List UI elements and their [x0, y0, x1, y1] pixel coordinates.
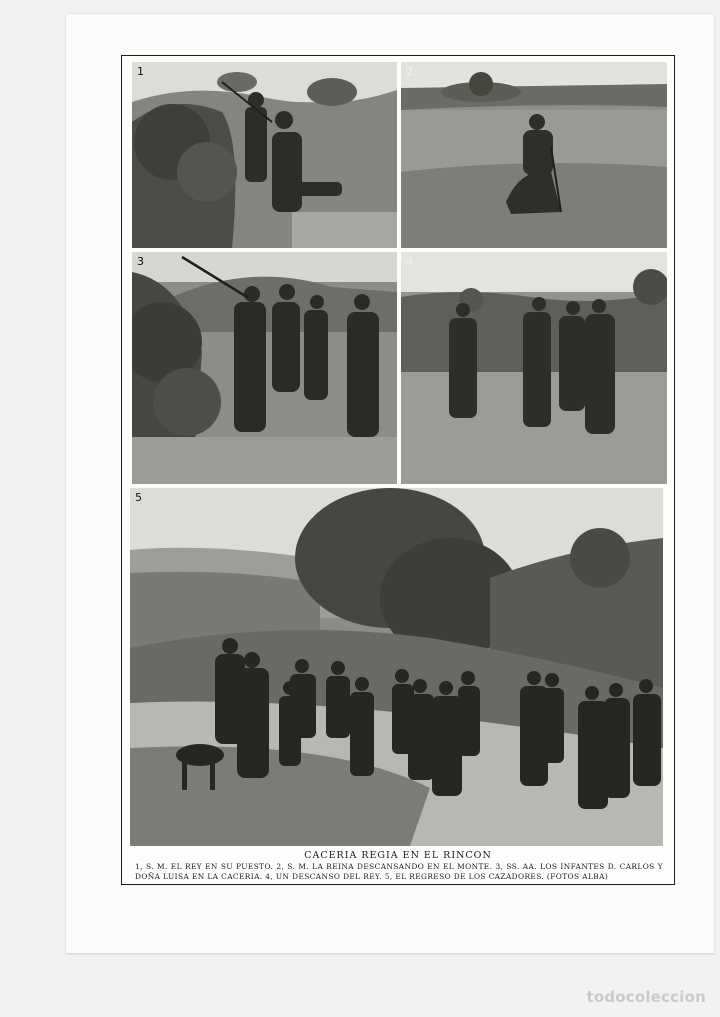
photo-2-queen-resting: [401, 62, 667, 248]
caption-text: 1, S. M. EL REY EN SU PUESTO. 2, S. M. LA REINA DESCANSANDO EN EL MONTE. 3, SS. AA. LOS INFANTES D. CARLOS Y DOÑA LUISA EN LA CACERIA. 4, UN DESCANSO DEL REY. 5, EL REGRESO DE LOS CAZADORES. (FOTOS ALBA): [135, 862, 663, 881]
photo-number: 3: [137, 255, 144, 268]
photo-4-king-resting: [401, 252, 667, 484]
photo-5-hunters-return: [130, 488, 663, 846]
photo-1-king-at-post: [132, 62, 397, 248]
caption-title: CACERIA REGIA EN EL RINCON: [304, 850, 492, 861]
page-divider: [66, 953, 714, 954]
photo-number: 2: [406, 65, 413, 78]
watermark-logo: todocoleccion: [586, 988, 706, 1006]
photo-number: 4: [406, 255, 413, 268]
photo-number: 1: [137, 65, 144, 78]
photo-number: 5: [135, 491, 142, 504]
photo-3-infantes-hunting: [132, 252, 397, 484]
